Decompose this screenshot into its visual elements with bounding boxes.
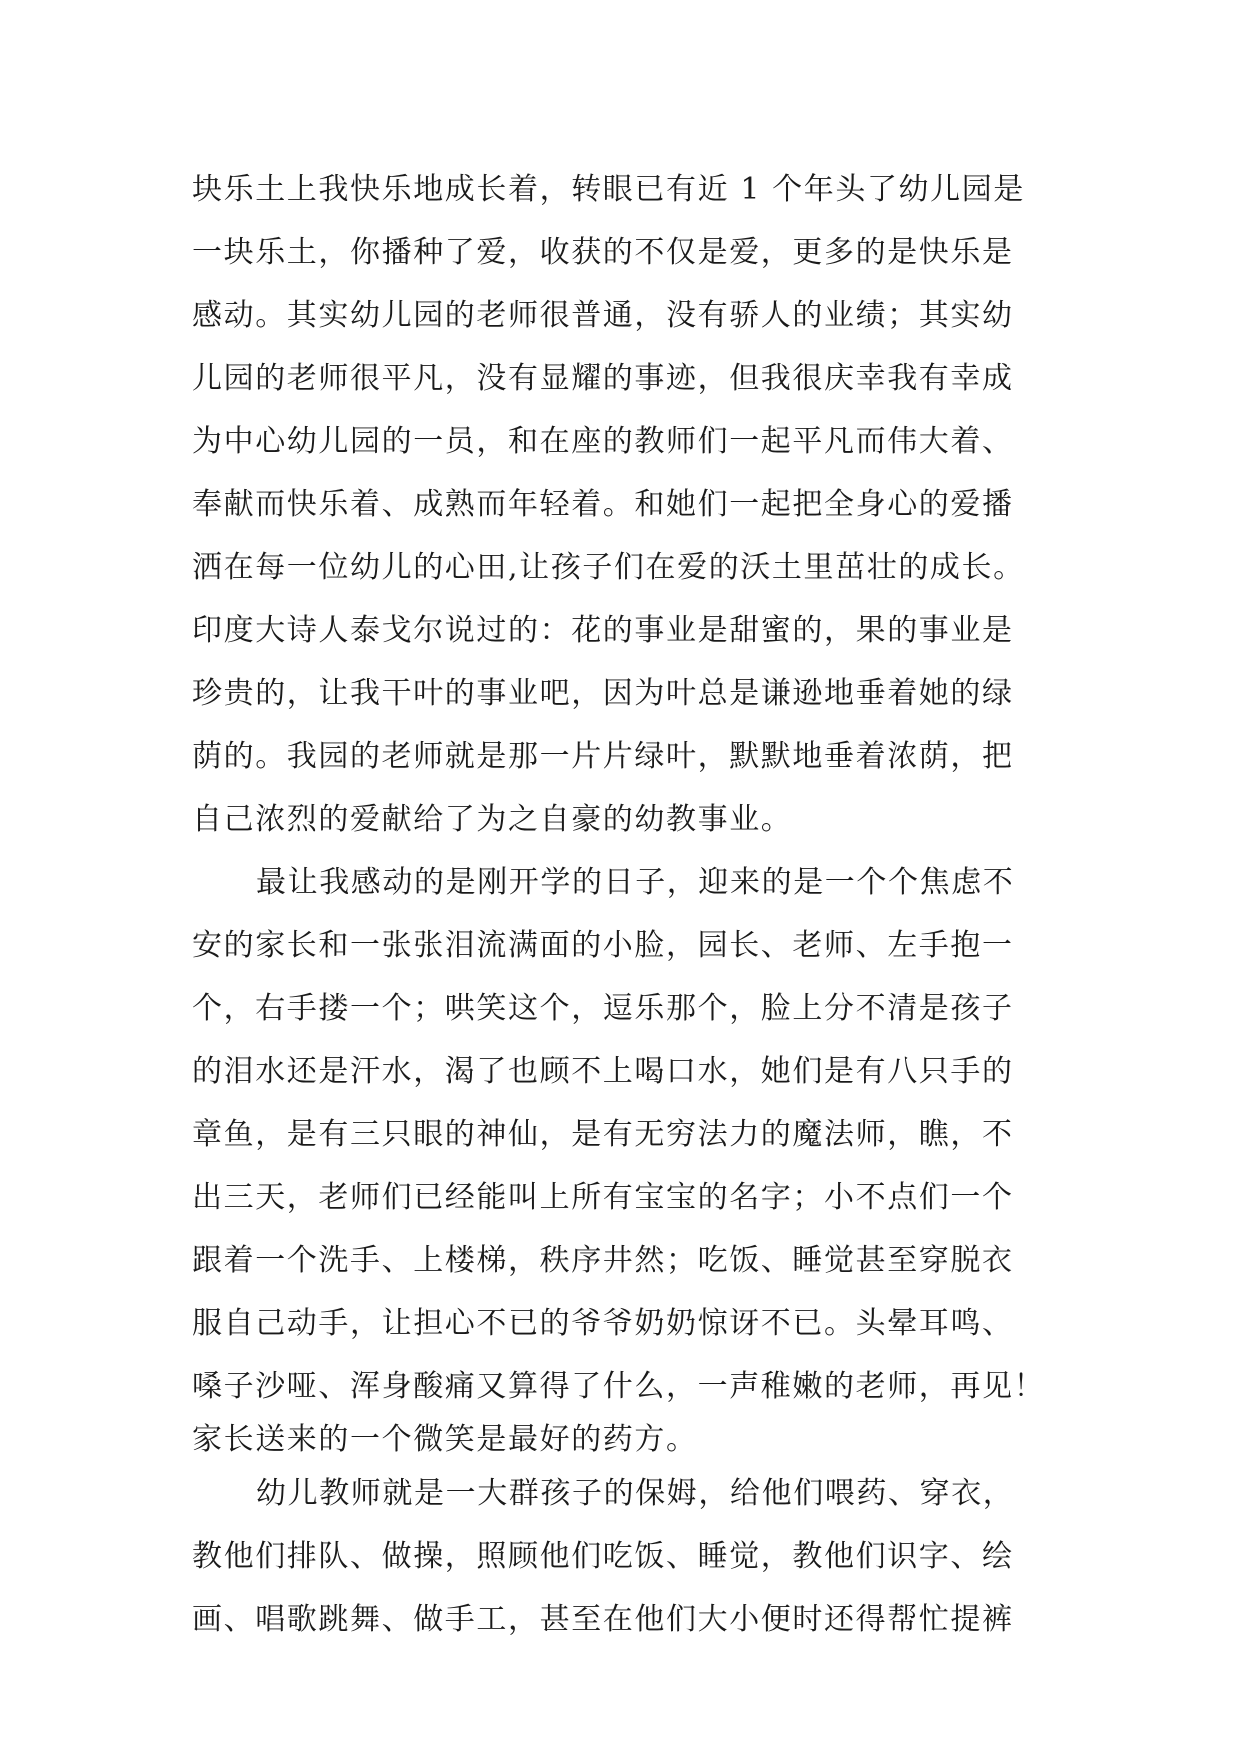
body-text xyxy=(192,158,1052,1651)
text-line: 奉献而快乐着、成熟而年轻着。和她们一起把全身心的爱播 xyxy=(192,487,1014,522)
text-line: 章鱼，是有三只眼的神仙，是有无穷法力的魔法师，瞧，不 xyxy=(192,1117,1014,1152)
text-line: 个，右手搂一个；哄笑这个，逗乐那个，脸上分不清是孩子 xyxy=(192,991,1014,1026)
text-line: 跟着一个洗手、上楼梯，秩序井然；吃饭、睡觉甚至穿脱衣 xyxy=(192,1243,1014,1278)
text-line: 安的家长和一张张泪流满面的小脸，园长、老师、左手抱一 xyxy=(192,928,1014,963)
text-line: 洒在每一位幼儿的心田,让孩子们在爱的沃土里茁壮的成长。 xyxy=(192,550,1025,585)
text-line: 教他们排队、做操，照顾他们吃饭、睡觉，教他们识字、绘 xyxy=(192,1539,1014,1574)
text-line: 画、唱歌跳舞、做手工，甚至在他们大小便时还得帮忙提裤 xyxy=(192,1602,1014,1637)
paragraph-start-line: 最让我感动的是刚开学的日子，迎来的是一个个焦虑不 xyxy=(256,865,1015,900)
text-line: 家长送来的一个微笑是最好的药方。 xyxy=(192,1422,698,1457)
text-line: 一块乐土，你播种了爱，收获的不仅是爱，更多的是快乐是 xyxy=(192,235,1014,270)
text-line: 嗓子沙哑、浑身酸痛又算得了什么，一声稚嫩的老师，再见！ xyxy=(192,1369,1046,1404)
text-line: 的泪水还是汗水，渴了也顾不上喝口水，她们是有八只手的 xyxy=(192,1054,1014,1089)
text-line: 感动。其实幼儿园的老师很普通，没有骄人的业绩；其实幼 xyxy=(192,298,1014,333)
text-line: 服自己动手，让担心不已的爷爷奶奶惊讶不已。头晕耳鸣、 xyxy=(192,1306,1014,1341)
text-line: 为中心幼儿园的一员，和在座的教师们一起平凡而伟大着、 xyxy=(192,424,1014,459)
paragraph-start-line: 幼儿教师就是一大群孩子的保姆，给他们喂药、穿衣， xyxy=(256,1476,1015,1511)
text-line: 珍贵的，让我干叶的事业吧，因为叶总是谦逊地垂着她的绿 xyxy=(192,676,1014,711)
text-line: 儿园的老师很平凡，没有显耀的事迹，但我很庆幸我有幸成 xyxy=(192,361,1014,396)
text-line: 印度大诗人泰戈尔说过的：花的事业是甜蜜的，果的事业是 xyxy=(192,613,1014,648)
text-line: 荫的。我园的老师就是那一片片绿叶，默默地垂着浓荫，把 xyxy=(192,739,1014,774)
text-line: 块乐土上我快乐地成长着，转眼已有近 1 个年头了幼儿园是 xyxy=(192,172,1025,207)
text-line: 自己浓烈的爱献给了为之自豪的幼教事业。 xyxy=(192,802,793,837)
text-line: 出三天，老师们已经能叫上所有宝宝的名字；小不点们一个 xyxy=(192,1180,1014,1215)
